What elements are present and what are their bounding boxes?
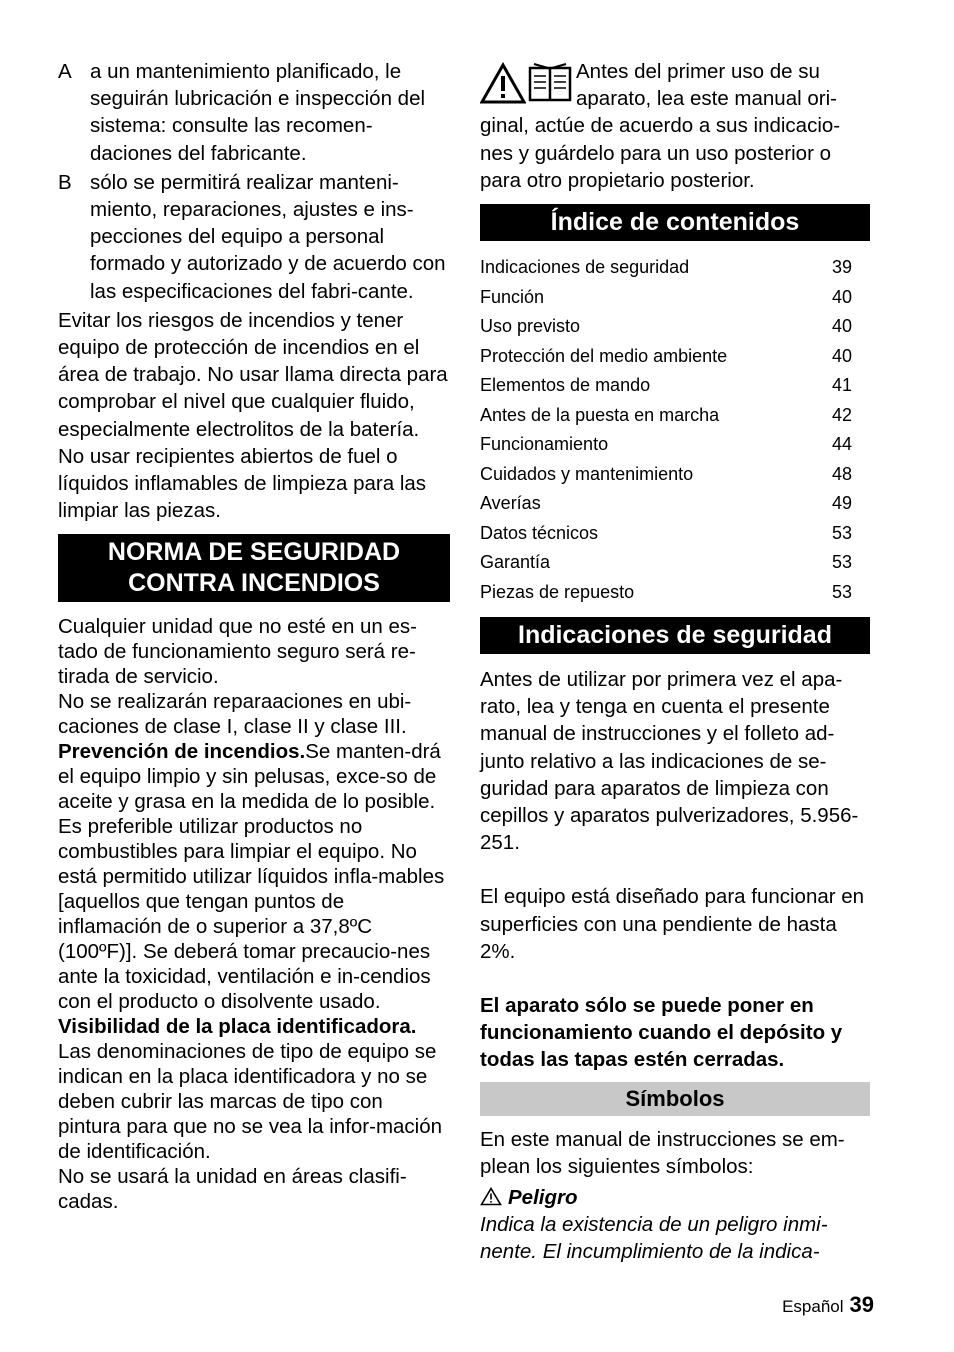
toc-page: 48 xyxy=(831,463,852,484)
toc-heading: Índice de contenidos xyxy=(480,204,870,241)
safety-heading: Indicaciones de seguridad xyxy=(480,617,870,654)
toc-label: Averías xyxy=(480,493,541,514)
toc-row[interactable] xyxy=(480,312,870,342)
manual-book-icon xyxy=(528,62,572,104)
toc-page: 53 xyxy=(831,522,852,543)
toc-label: Cuidados y mantenimiento xyxy=(480,463,694,484)
intro-rest: ginal, actúe de acuerdo a sus indicacio-nes y guárdelo para un uso posterior o para otro propietario posterior. xyxy=(480,114,841,192)
list-text: sólo se permitirá realizar manteni-miento, reparaciones, ajustes e ins-pecciones del equipo a personal formado y autorizado y de acuerdo con las especificaciones del fabri-cante. xyxy=(90,170,446,303)
toc-row[interactable] xyxy=(480,371,870,401)
prevention-title: Prevención de incendios. xyxy=(58,740,306,764)
warning-triangle-icon xyxy=(480,62,526,104)
toc-label: Indicaciones de seguridad xyxy=(480,257,690,278)
safety-paragraph-1: Antes de utilizar por primera vez el apa-rato, lea y tenga en cuenta el presente manual de instrucciones y el folleto ad-junto relativo a las indicaciones de se-guridad para aparatos de limpieza con cepillos y aparatos pulverizadores, 5.956-251. xyxy=(480,668,859,855)
toc-row[interactable] xyxy=(480,342,870,372)
toc-page: 40 xyxy=(831,345,852,366)
toc-row[interactable] xyxy=(480,430,870,460)
toc-page: 44 xyxy=(831,434,852,455)
prevention-paragraph xyxy=(58,739,450,1014)
table-of-contents xyxy=(480,253,870,607)
intro-line1: Antes del primer uso de su xyxy=(576,60,820,83)
danger-label-line xyxy=(480,1184,870,1211)
toc-label: Elementos de mando xyxy=(480,375,651,396)
toc-label: Uso previsto xyxy=(480,316,581,337)
toc-row[interactable] xyxy=(480,283,870,313)
safety-bold-paragraph: El aparato sólo se puede poner en funcionamiento cuando el depósito y todas las tapas estén cerradas. xyxy=(480,994,843,1072)
symbols-paragraph: En este manual de instrucciones se em-plean los siguientes símbolos: xyxy=(480,1127,845,1178)
toc-label: Piezas de repuesto xyxy=(480,581,635,602)
warning-triangle-icon xyxy=(480,1187,502,1206)
page-footer xyxy=(782,1292,874,1318)
areas-paragraph: No se usará la unidad en áreas clasifi-cadas. xyxy=(58,1165,407,1214)
toc-page: 39 xyxy=(831,257,852,278)
visibility-text: Las denominaciones de tipo de equipo se indican en la placa identificadora y no se deben cubrir las marcas de tipo con pintura para que no se vea la infor-mación de identificación. xyxy=(58,1040,443,1164)
toc-page: 53 xyxy=(831,552,852,573)
toc-page: 41 xyxy=(831,375,852,396)
toc-row[interactable] xyxy=(480,253,870,283)
danger-label: Peligro xyxy=(508,1186,578,1210)
list-letter: B xyxy=(58,170,72,194)
toc-label: Datos técnicos xyxy=(480,522,599,543)
intro-line2: aparato, lea este manual ori- xyxy=(576,87,837,111)
right-column xyxy=(480,58,870,1266)
toc-row[interactable] xyxy=(480,578,870,608)
toc-row[interactable] xyxy=(480,401,870,431)
list-text: a un mantenimiento planificado, le seguirán lubricación e inspección del sistema: consulte las recomen-daciones del fabricante. xyxy=(90,60,426,165)
left-column xyxy=(58,58,450,1214)
safety-paragraph-2: El equipo está diseñado para funcionar en superficies con una pendiente de hasta 2%. xyxy=(480,885,865,963)
list-letter: A xyxy=(58,60,72,83)
fire-safety-heading-line2: CONTRA INCENDIOS xyxy=(128,569,380,598)
unit-paragraph: Cualquier unidad que no esté en un es-tado de funcionamiento seguro será re-tirada de servicio. xyxy=(58,615,418,689)
toc-row[interactable] xyxy=(480,489,870,519)
toc-label: Funcionamiento xyxy=(480,434,609,455)
toc-label: Función xyxy=(480,286,545,307)
toc-page: 40 xyxy=(831,286,852,307)
list-item-a xyxy=(58,58,450,167)
toc-row[interactable] xyxy=(480,548,870,578)
list-item-b xyxy=(58,169,450,305)
danger-text: Indica la existencia de un peligro inmi-nente. El incumplimiento de la indica- xyxy=(480,1213,828,1264)
toc-page: 49 xyxy=(831,493,852,514)
visibility-title: Visibilidad de la placa identificadora. xyxy=(58,1015,417,1039)
fire-safety-heading xyxy=(58,534,450,602)
toc-page: 40 xyxy=(831,316,852,337)
toc-row[interactable] xyxy=(480,519,870,549)
toc-page: 42 xyxy=(831,404,852,425)
toc-label: Garantía xyxy=(480,552,551,573)
page-number: 39 xyxy=(849,1292,874,1317)
prevention-text: Se manten-drá el equipo limpio y sin pelusas, exce-so de aceite y grasa en la medida de lo posible. Es preferible utilizar productos no combustibles para limpiar el equipo. No está permitido utilizar líquidos infla-mables [aquellos que tengan puntos de inflamación de o superior a 37,8ºC (100ºF)]. Se deberá tomar precaucio-nes ante la toxicidad, ventilación e in-cendios con el producto o disolvente usado. xyxy=(58,740,445,1014)
fire-safety-heading-line1: NORMA DE SEGURIDAD xyxy=(107,538,401,567)
toc-label: Antes de la puesta en marcha xyxy=(480,404,720,425)
fire-risk-paragraph: Evitar los riesgos de incendios y tener equipo de protección de incendios en el área de trabajo. No usar llama directa para comprobar el nivel que cualquier fluido, especialmente electrolitos de la batería. No usar recipientes abiertos de fuel o líquidos inflamables de limpieza para las limpiar las piezas. xyxy=(58,308,448,523)
toc-row[interactable] xyxy=(480,460,870,490)
symbols-heading: Símbolos xyxy=(480,1082,870,1116)
toc-label: Protección del medio ambiente xyxy=(480,345,728,366)
intro-icons xyxy=(480,62,572,104)
toc-page: 53 xyxy=(831,581,852,602)
footer-language: Español xyxy=(782,1297,844,1316)
repair-paragraph: No se realizarán reparaaciones en ubi-caciones de clase I, clase II y clase III. xyxy=(58,690,412,739)
intro-block xyxy=(480,58,870,194)
